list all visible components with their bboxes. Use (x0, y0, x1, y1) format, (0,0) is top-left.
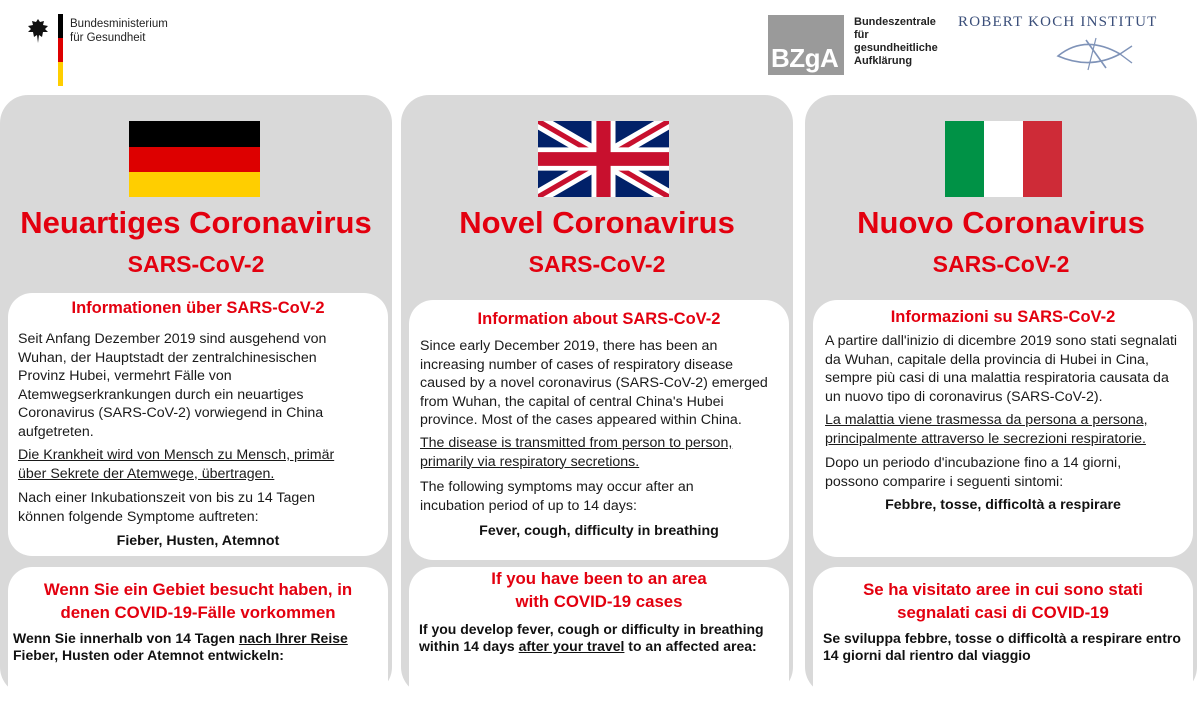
federal-eagle-icon (26, 18, 50, 44)
italy-flag-icon (945, 121, 1062, 197)
incubation-paragraph: Nach einer Inkubationszeit von bis zu 14 Tagen können folgende Symptome auftreten: (18, 490, 316, 525)
english-column (401, 95, 793, 695)
rki-logo-icon (1040, 36, 1160, 72)
column-title: Nuovo Coronavirus (857, 205, 1145, 240)
info-paragraph: Since early December 2019, there has been an increasing number of cases of respiratory disease caused by a novel coronavirus (SARS-CoV-2) emerged from Wuhan, the capital of central China's Hubei province. Most of the cases appeared within China. (420, 338, 768, 428)
info-card (813, 300, 1193, 557)
page-header (0, 0, 1200, 95)
area-card-paragraph: Wenn Sie innerhalb von 14 Tagen nach Ihrer Reise Fieber, Husten oder Atemnot entwickeln: (13, 630, 348, 663)
symptoms-text: Fever, cough, difficulty in breathing (479, 523, 719, 539)
incubation-paragraph: Dopo un periodo d'incubazione fino a 14 giorni, possono comparire i seguenti sintomi: (825, 455, 1122, 490)
column-subtitle: SARS-CoV-2 (127, 251, 265, 277)
germany-flag-icon (129, 121, 260, 197)
area-card-title: Wenn Sie ein Gebiet besucht haben, in denen COVID-19-Fälle vorkommen (43, 580, 353, 622)
incubation-paragraph: The following symptoms may occur after an incubation period of up to 14 days: (420, 479, 694, 514)
area-card (409, 567, 789, 717)
info-card-title: Information about SARS-CoV-2 (477, 310, 721, 328)
german-column (0, 95, 392, 695)
info-card (409, 300, 789, 560)
column-title: Neuartiges Coronavirus (20, 205, 372, 240)
transmission-paragraph: The disease is transmitted from person to person, primarily via respiratory secretions. (420, 435, 733, 470)
area-card-paragraph: Se sviluppa febbre, tosse o difficoltà a respirare entro 14 giorni dal rientro dal viaggio (823, 630, 1181, 663)
info-card (8, 293, 388, 556)
info-paragraph: Seit Anfang Dezember 2019 sind ausgehend von Wuhan, der Hauptstadt der zentralchinesischen Provinz Hubei, vermehrt Fälle von Atemwegserkrankungen durch ein neuartiges Coronavirus (SARS-CoV-2) vorwiegend in China aufgetreten. (18, 331, 327, 440)
area-card-title: If you have been to an area with COVID-19 cases (491, 569, 707, 611)
area-card (813, 567, 1193, 717)
info-card-title: Informationen über SARS-CoV-2 (71, 299, 325, 317)
area-card-title: Se ha visitato aree in cui sono stati segnalati casi di COVID-19 (863, 580, 1143, 622)
area-card-paragraph: If you develop fever, cough or difficulty in breathing within 14 days after your travel to an affected area: (419, 621, 764, 654)
german-color-bar (58, 14, 63, 86)
italian-column (805, 95, 1197, 695)
bmg-logo-text: Bundesministerium für Gesundheit (70, 18, 168, 44)
uk-flag-icon (538, 121, 669, 197)
column-subtitle: SARS-CoV-2 (528, 251, 666, 277)
symptoms-text: Fieber, Husten, Atemnot (116, 533, 280, 549)
info-card-title: Informazioni su SARS-CoV-2 (890, 308, 1116, 326)
bzga-logo-text: Bundeszentrale für gesundheitliche Aufklärung (854, 16, 938, 67)
column-subtitle: SARS-CoV-2 (932, 251, 1070, 277)
info-paragraph: A partire dall'inizio di dicembre 2019 sono stati segnalati da Wuhan, capitale della provincia di Hubei in Cina, sempre più casi di una malattia respiratoria causata da un nuovo tipo di coronavirus (SARS-CoV-2). (825, 333, 1178, 405)
transmission-paragraph: Die Krankheit wird von Mensch zu Mensch, primär über Sekrete der Atemwege, übertragen. (18, 447, 335, 482)
bzga-logo: BZgA (768, 15, 844, 75)
area-card (8, 567, 388, 717)
rki-logo-text: ROBERT KOCH INSTITUT (958, 14, 1158, 30)
column-title: Novel Coronavirus (459, 205, 735, 240)
transmission-paragraph: La malattia viene trasmessa da persona a persona, principalmente attraverso le secrezioni respiratorie. (825, 412, 1148, 447)
symptoms-text: Febbre, tosse, difficoltà a respirare (885, 497, 1121, 513)
